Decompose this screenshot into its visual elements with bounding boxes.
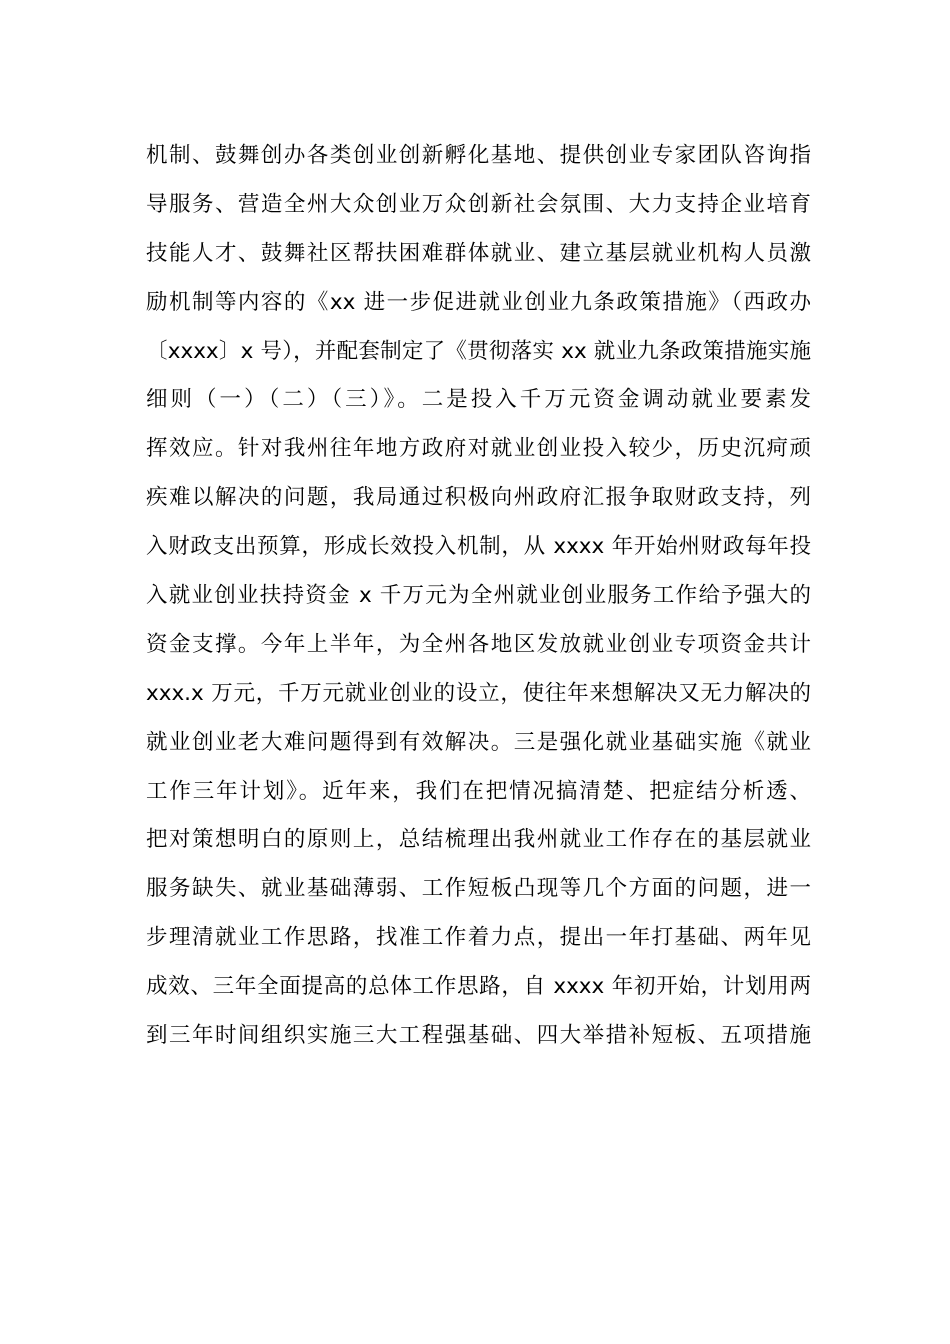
text-line-11: 资金支撑。今年上半年，为全州各地区发放就业创业专项资金共计 [146, 631, 811, 657]
text-line-5: 〔xxxx〕x 号），并配套制定了《贯彻落实 xx 就业九条政策措施实施 [146, 338, 811, 364]
text-line-2: 导服务、营造全州大众创业万众创新社会氛围、大力支持企业培育 [146, 191, 811, 217]
text-line-17: 步理清就业工作思路，找准工作着力点，提出一年打基础、两年见 [146, 925, 811, 951]
text-line-15: 把对策想明白的原则上，总结梳理出我州就业工作存在的基层就业 [146, 827, 811, 853]
text-line-7: 挥效应。针对我州往年地方政府对就业创业投入较少，历史沉疴顽 [146, 436, 811, 462]
text-line-10: 入就业创业扶持资金 x 千万元为全州就业创业服务工作给予强大的 [146, 583, 811, 609]
text-line-4: 励机制等内容的《xx 进一步促进就业创业九条政策措施》（西政办 [146, 289, 811, 315]
text-line-9: 入财政支出预算，形成长效投入机制，从 xxxx 年开始州财政每年投 [146, 534, 811, 560]
body-text [146, 132, 811, 1061]
text-line-1: 机制、鼓舞创办各类创业创新孵化基地、提供创业专家团队咨询指 [146, 143, 811, 168]
text-line-14: 工作三年计划》。近年来，我们在把情况搞清楚、把症结分析透、 [146, 778, 811, 804]
text-line-19: 到三年时间组织实施三大工程强基础、四大举措补短板、五项措施 [146, 1023, 811, 1049]
text-line-16: 服务缺失、就业基础薄弱、工作短板凸现等几个方面的问题，进一 [146, 876, 811, 902]
text-line-18: 成效、三年全面提高的总体工作思路，自 xxxx 年初开始，计划用两 [146, 974, 811, 1000]
text-line-6: 细则（一）（二）（三）》。二是投入千万元资金调动就业要素发 [146, 387, 811, 413]
text-line-8: 疾难以解决的问题，我局通过积极向州政府汇报争取财政支持，列 [146, 485, 811, 511]
text-line-3: 技能人才、鼓舞社区帮扶困难群体就业、建立基层就业机构人员激 [146, 240, 811, 266]
text-line-12: xxx.x 万元，千万元就业创业的设立，使往年来想解决又无力解决的 [146, 680, 811, 706]
text-line-13: 就业创业老大难问题得到有效解决。三是强化就业基础实施《就业 [146, 729, 811, 755]
